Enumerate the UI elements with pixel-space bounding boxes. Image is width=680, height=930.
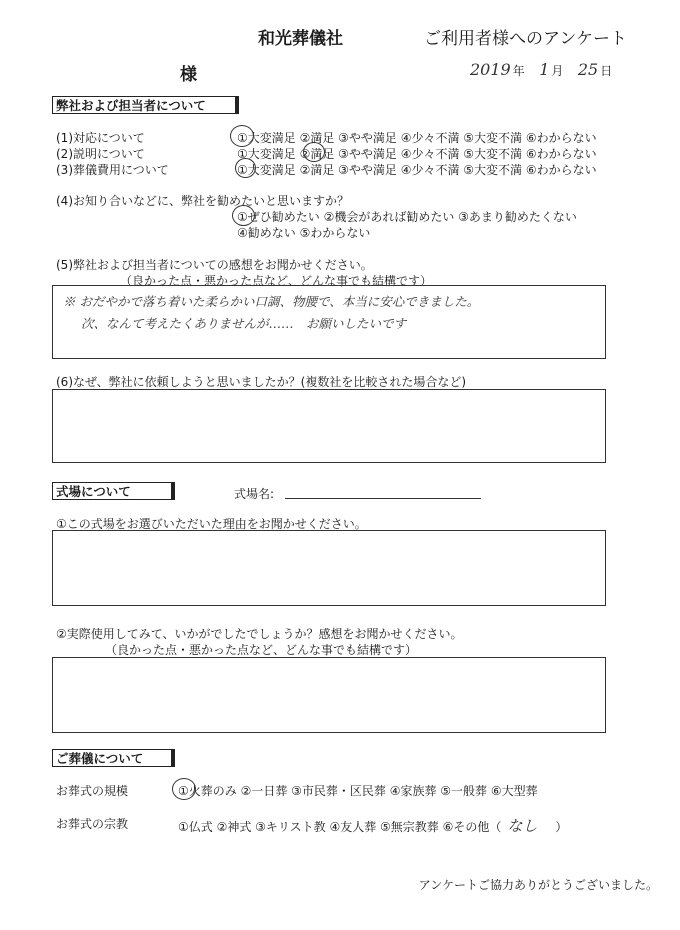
venue-impressions-answer-box xyxy=(52,657,606,733)
date-day-handwritten: 25 xyxy=(577,60,599,79)
rating-label-response: (1)対応について xyxy=(56,131,145,145)
question-reason-company: (6)なぜ、弊社に依頼しようと思いましたか？(複数社を比較された場合など) xyxy=(56,375,467,389)
rating-label-explanation: (2)説明について xyxy=(56,147,145,161)
selected-circle-scale xyxy=(172,778,196,800)
selected-circle-response xyxy=(230,125,254,147)
funeral-religion-options xyxy=(178,815,567,836)
survey-title: ご利用者様へのアンケート xyxy=(424,29,627,49)
religion-close-paren: ） xyxy=(555,820,568,834)
question-venue-impressions: ②実際使用してみて、いかがでしたでしょうか？感想をお聞かせください。 xyxy=(56,627,463,641)
selected-circle-cost xyxy=(235,158,256,178)
date-month-handwritten: 1 xyxy=(539,60,550,79)
impressions-answer-box xyxy=(52,285,606,359)
venue-impressions-note: （良かった点・悪かった点など、どんな事でも結構です） xyxy=(105,643,418,657)
section-title-venue xyxy=(52,482,174,500)
date-day-label: 日 xyxy=(600,64,613,78)
reason-company-answer-box xyxy=(52,389,606,463)
section-title-company-staff xyxy=(52,96,238,114)
venue-name-line xyxy=(285,498,481,499)
rating-options-response: ①大変満足 ②満足 ③やや満足 ④少々不満 ⑤大変不満 ⑥わからない xyxy=(237,131,597,145)
rating-label-cost: (3)葬儀費用について xyxy=(56,163,169,177)
footer-thanks: アンケートご協力ありがとうございました。 xyxy=(418,878,658,892)
section-title-text: ご葬儀について xyxy=(56,751,144,766)
religion-other-handwritten: なし xyxy=(507,817,538,835)
section-title-text: 式場について xyxy=(56,484,131,499)
selected-circle-recommend xyxy=(232,205,255,226)
date-month-label: 月 xyxy=(551,64,564,78)
rating-options-cost: ①大変満足 ②満足 ③やや満足 ④少々不満 ⑤大変不満 ⑥わからない xyxy=(237,163,597,177)
section-title-bar xyxy=(235,96,239,114)
venue-name-label: 式場名: xyxy=(234,487,275,501)
funeral-religion-label: お葬式の宗教 xyxy=(56,817,129,831)
section-title-text: 弊社および担当者について xyxy=(56,98,206,113)
recommend-options-1: ①ぜひ勧めたい ②機会があれば勧めたい ③あまり勧めたくない xyxy=(237,210,577,224)
company-name: 和光葬儀社 xyxy=(258,29,343,49)
question-recommend: (4)お知り合いなどに、弊社を勧めたいと思いますか？ xyxy=(56,194,350,208)
date-year-label: 年 xyxy=(512,64,525,78)
rating-options-explanation: ①大変満足 ②満足 ③やや満足 ④少々不満 ⑤大変不満 ⑥わからない xyxy=(237,147,597,161)
religion-options-text: ①仏式 ②神式 ③キリスト教 ④友人葬 ⑤無宗教葬 ⑥その他（ xyxy=(178,820,502,834)
venue-reason-answer-box xyxy=(52,530,606,606)
impressions-note: （良かった点・悪かった点など、どんな事でも結構です） xyxy=(120,274,433,288)
funeral-scale-options: ①火葬のみ ②一日葬 ③市民葬・区民葬 ④家族葬 ⑤一般葬 ⑥大型葬 xyxy=(178,784,538,798)
impressions-answer-line-2: 次、なんて考えたくありませんが…… お願いしたいです xyxy=(81,316,407,331)
question-impressions: (5)弊社および担当者についての感想をお聞かせください。 xyxy=(56,258,373,272)
section-title-bar xyxy=(171,482,175,500)
impressions-answer-line-1: ※ おだやかで落ち着いた柔らかい口調、物腰で、本当に安心できました。 xyxy=(63,294,480,309)
selected-circle-explanation xyxy=(303,142,325,162)
question-venue-reason: ①この式場をお選びいただいた理由をお聞かせください。 xyxy=(56,517,367,531)
section-title-funeral xyxy=(52,749,174,767)
recommend-options-2: ④勧めない ⑤わからない xyxy=(237,226,371,240)
survey-date xyxy=(470,60,622,79)
funeral-scale-label: お葬式の規模 xyxy=(56,784,129,798)
section-title-bar xyxy=(171,749,175,767)
date-year-handwritten: 2019 xyxy=(470,60,511,79)
customer-suffix: 様 xyxy=(180,65,197,85)
